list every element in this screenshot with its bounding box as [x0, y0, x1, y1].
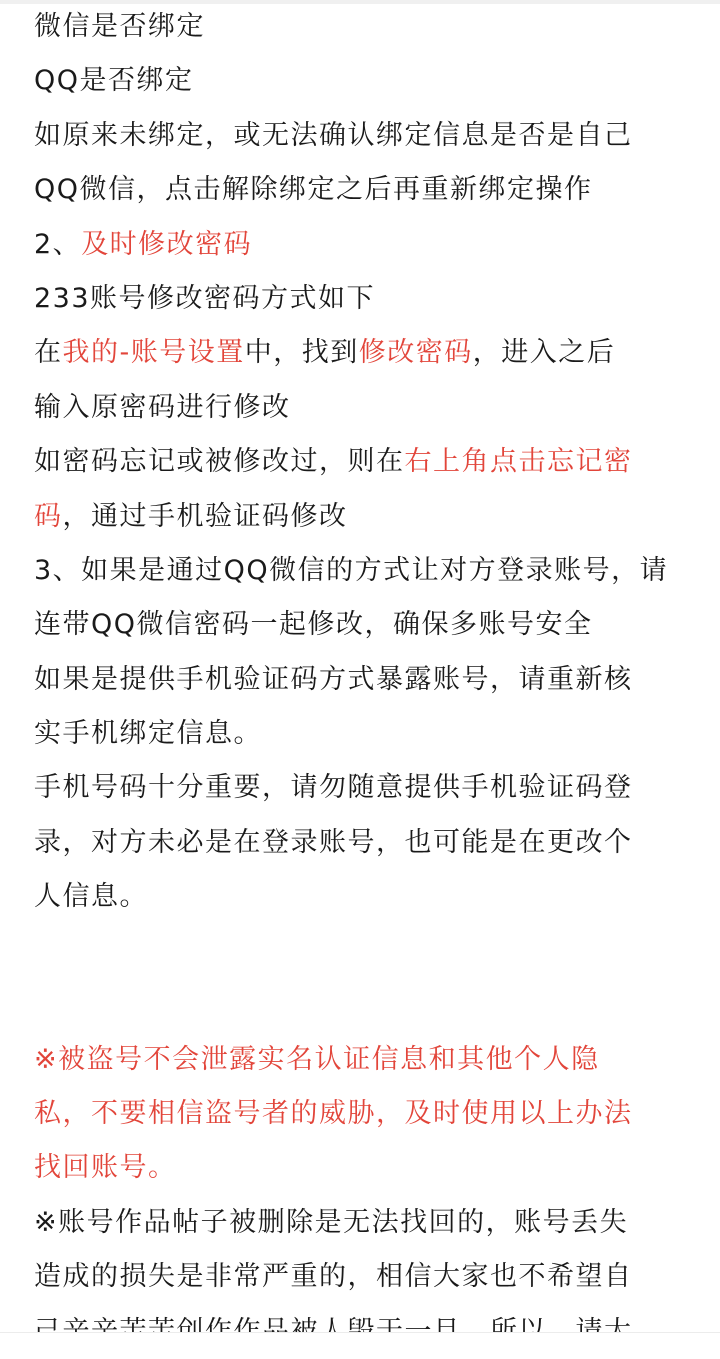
highlighted-text: 及时修改密码: [81, 228, 253, 260]
highlighted-text: ※被盗号不会泄露实名认证信息和其他个人隐: [34, 1043, 600, 1075]
text-line: [34, 1250, 684, 1304]
highlighted-text: 修改密码: [358, 337, 473, 369]
body-text: 如密码忘记或被修改过，则在: [34, 446, 405, 478]
text-line: [34, 490, 684, 544]
body-text: 如果是提供手机验证码方式暴露账号，请重新核: [34, 663, 633, 695]
text-line: [34, 1196, 684, 1250]
highlighted-text: 找回账号。: [34, 1152, 177, 1184]
body-text: 如原来未绑定，或无法确认绑定信息是否是自己: [34, 119, 633, 151]
body-text: ，进入之后: [472, 337, 616, 369]
highlighted-text: 右上角点击忘记密: [404, 446, 633, 478]
text-line: [34, 761, 684, 815]
body-text: 造成的损失是非常严重的，相信大家也不希望自: [34, 1261, 633, 1293]
body-text: ※账号作品帖子被删除是无法找回的，账号丢失: [34, 1206, 629, 1238]
text-line: [34, 816, 684, 870]
instruction-block: [34, 0, 684, 925]
text-line: [34, 0, 684, 54]
bottom-divider: [0, 1332, 720, 1349]
body-text: 人信息。: [34, 881, 148, 913]
text-line: [34, 326, 684, 380]
highlighted-text: 私，不要相信盗号者的威胁，及时使用以上办法: [34, 1098, 633, 1130]
text-line: [34, 653, 684, 707]
body-text: 在: [34, 337, 63, 369]
text-line: [34, 707, 684, 761]
body-text: 手机号码十分重要，请勿随意提供手机验证码登: [34, 772, 633, 804]
text-line: [34, 870, 684, 924]
body-text: 微信是否绑定: [34, 11, 205, 42]
text-line: [34, 218, 684, 272]
warning-block: [34, 1033, 684, 1359]
text-line: [34, 1033, 684, 1087]
text-line: [34, 272, 684, 326]
article-body: [34, 0, 684, 1359]
body-text: ，通过手机验证码修改: [62, 500, 348, 532]
body-text: 输入原密码进行修改: [34, 391, 291, 423]
text-line: [34, 109, 684, 163]
text-line: [34, 435, 684, 489]
body-text: 录，对方未必是在登录账号，也可能是在更改个: [34, 826, 633, 858]
paragraph-gap: [34, 925, 684, 1033]
highlighted-text: 我的-账号设置: [62, 337, 245, 369]
text-line: [34, 54, 684, 108]
text-line: [34, 544, 684, 598]
text-line: [34, 381, 684, 435]
body-text: 2、: [34, 228, 82, 260]
text-line: [34, 1087, 684, 1141]
body-text: QQ微信，点击解除绑定之后再重新绑定操作: [34, 174, 593, 206]
text-line: [34, 1141, 684, 1195]
text-line: [34, 598, 684, 652]
body-text: 3、如果是通过QQ微信的方式让对方登录账号，请: [34, 554, 669, 586]
text-line: [34, 163, 684, 217]
body-text: 中，找到: [244, 337, 359, 369]
body-text: 连带QQ微信密码一起修改，确保多账号安全: [34, 609, 593, 641]
body-text: 实手机绑定信息。: [34, 718, 262, 750]
body-text: 233账号修改密码方式如下: [34, 282, 376, 314]
body-text: QQ是否绑定: [34, 65, 194, 97]
highlighted-text: 码: [34, 500, 63, 532]
